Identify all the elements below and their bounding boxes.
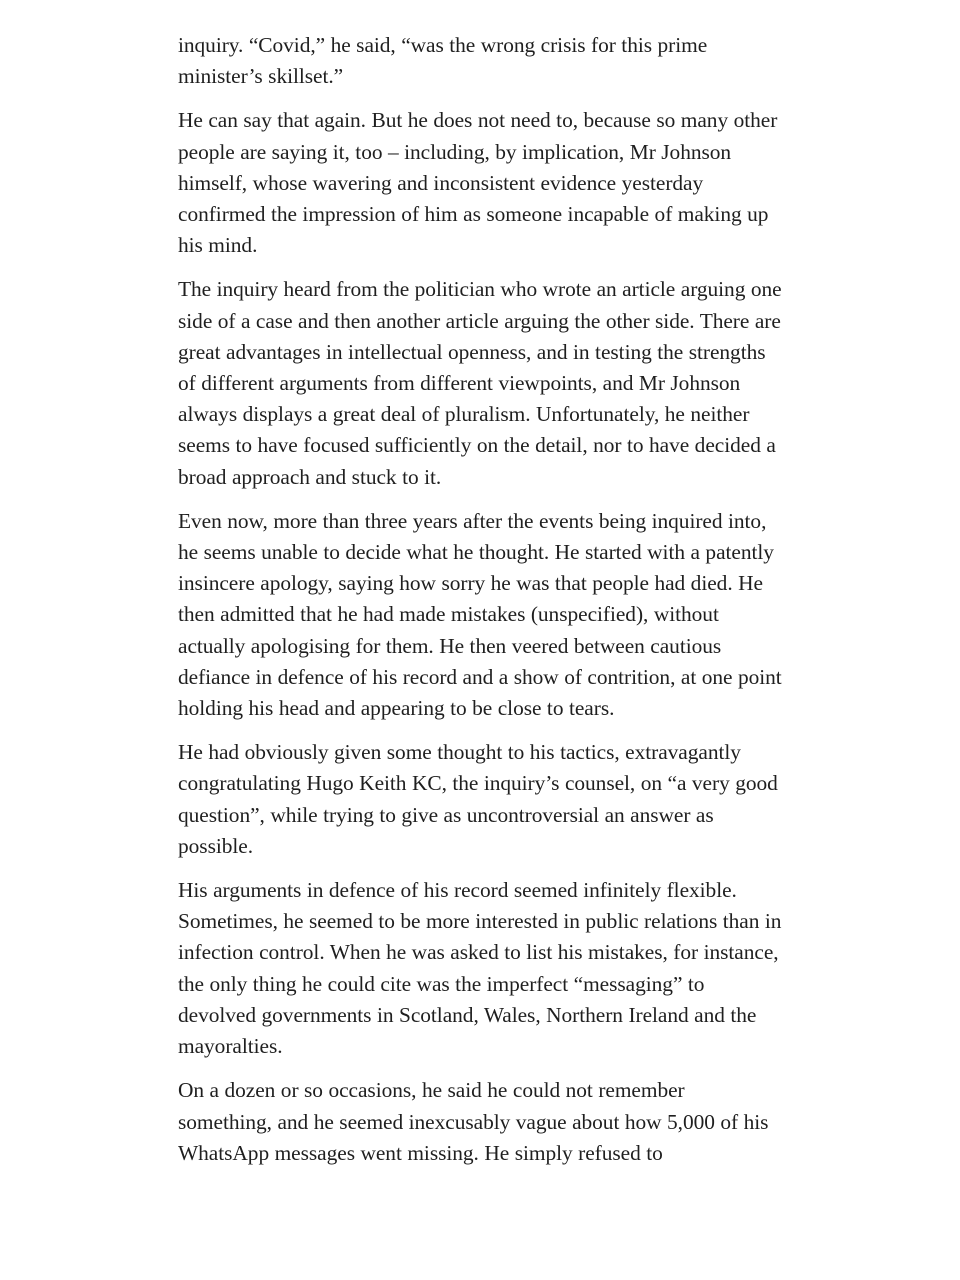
article-paragraph: He can say that again. But he does not need to, because so many other people are saying it, too – including, by implication, Mr Johnson himself, whose wavering and inconsistent evidence yesterday confirmed the impression of him as someone incapable of making up his mind. xyxy=(178,108,778,258)
article-paragraph: He had obviously given some thought to his tactics, extravagantly congratulating Hugo Keith KC, the inquiry’s counsel, on “a very good question”, while trying to give as uncontroversial an answer as possible. xyxy=(178,740,778,858)
article-paragraph: The inquiry heard from the politician who wrote an article arguing one side of a case and then another article arguing the other side. There are great advantages in intellectual openness, and in testing the strengths of different arguments from different viewpoints, and Mr Johnson always displays a great deal of pluralism. Unfortunately, he neither seems to have focused sufficiently on the detail, nor to have decided a broad approach and stuck to it. xyxy=(178,277,782,489)
article-paragraph: inquiry. “Covid,” he said, “was the wrong crisis for this prime minister’s skillset.” xyxy=(178,33,708,89)
article-body xyxy=(178,30,782,1182)
article-paragraph: Even now, more than three years after the events being inquired into, he seems unable to decide what he thought. He started with a patently insincere apology, saying how sorry he was that people had died. He then admitted that he had made mistakes (unspecified), without actually apologising for them. He then veered between cautious defiance in defence of his record and a show of contrition, at one point holding his head and appearing to be close to tears. xyxy=(178,508,782,721)
article-paragraph: His arguments in defence of his record seemed infinitely flexible. Sometimes, he seemed to be more interested in public relations than in infection control. When he was asked to list his mistakes, for instance, the only thing he could cite was the imperfect “messaging” to devolved governments in Scotland, Wales, Northern Ireland and the mayoralties. xyxy=(178,878,782,1059)
article-paragraph: On a dozen or so occasions, he said he could not remember something, and he seemed inexcusably vague about how 5,000 of his WhatsApp messages went missing. He simply refused to xyxy=(178,1078,769,1165)
